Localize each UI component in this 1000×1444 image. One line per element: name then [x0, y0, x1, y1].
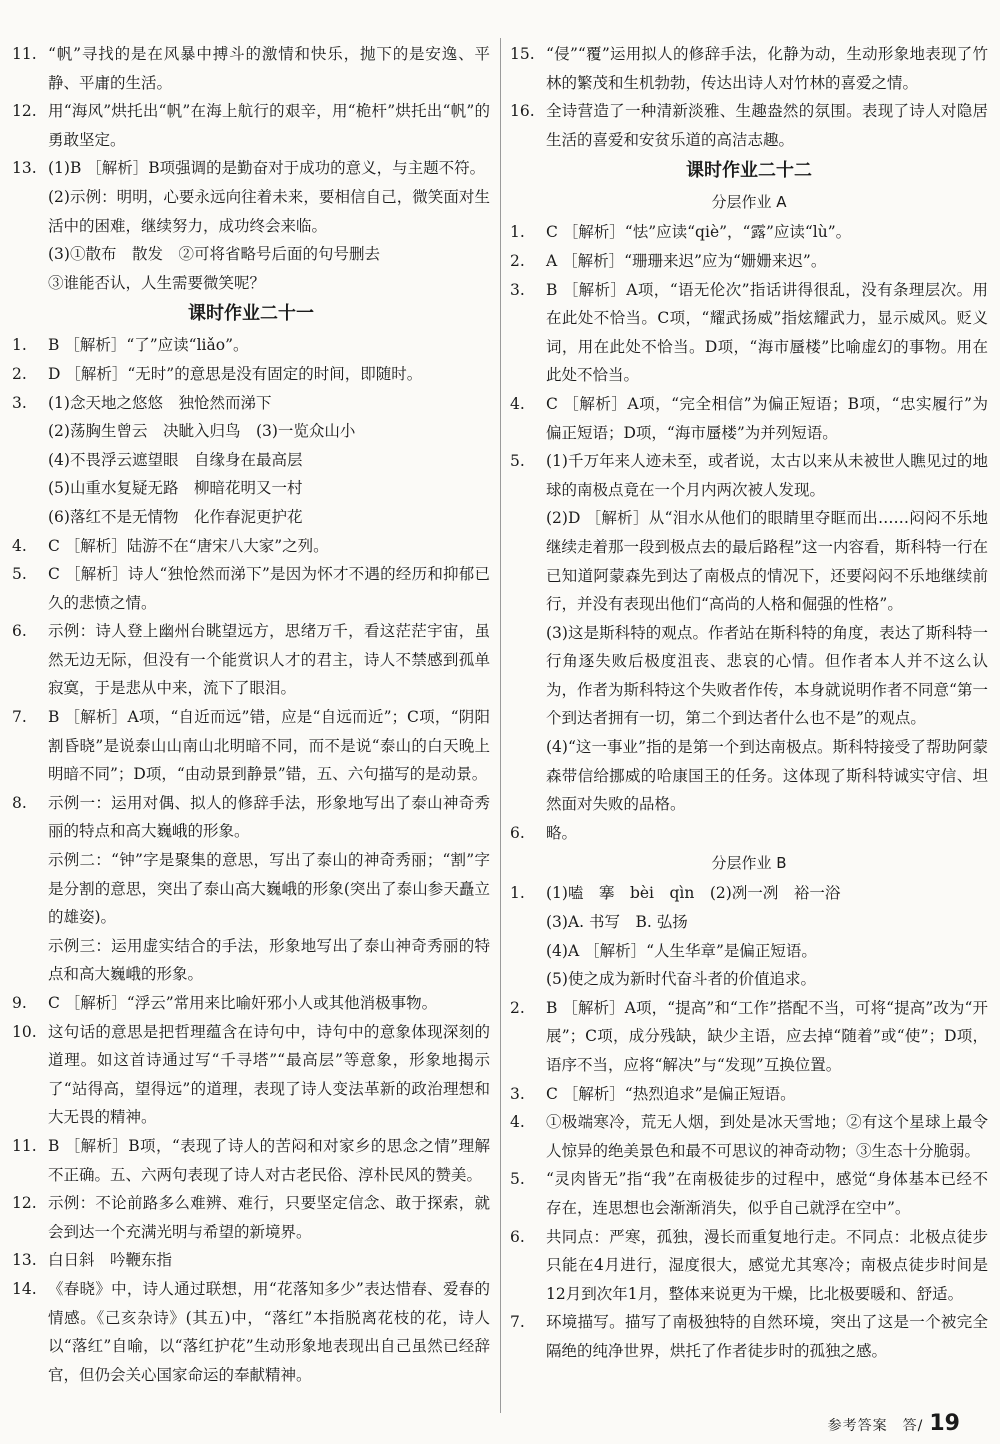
answer-item [12, 97, 490, 154]
answer-line: 示例：不论前路多么难辨、难行，只要坚定信念、敢于探索，就会到达一个充满光明与希望的新境界。 [48, 1194, 490, 1241]
left-column [12, 40, 490, 1389]
answer-line: 示例三：运用虚实结合的手法，形象地写出了泰山神奇秀丽的特点和高大巍峨的形象。 [48, 936, 490, 984]
answer-text [546, 1080, 988, 1109]
answer-number: 9. [12, 994, 27, 1012]
answer-line: A ［解析］“珊珊来迟”应为“姗姗来迟”。 [546, 251, 827, 270]
answer-item [12, 1018, 490, 1132]
answer-number: 4. [510, 1113, 525, 1132]
answer-text [48, 1189, 490, 1246]
answer-item [12, 989, 490, 1018]
answer-line: (1)嗑 搴 bèi qìn (2)冽一冽 裕一浴 [546, 884, 841, 903]
answer-line: 略。 [546, 823, 578, 842]
page-footer [828, 1411, 960, 1436]
answer-text [48, 1246, 490, 1275]
subsection-b-title: 分层作业 B [711, 854, 787, 873]
answer-text [48, 331, 490, 360]
answer-line: 示例：诗人登上幽州台眺望远方，思绪万千，看这茫茫宇宙，虽然无边无际，但没有一个能赏识人才的君主，诗人不禁感到孤单寂寞，于是悲从中来，流下了眼泪。 [48, 622, 490, 698]
answer-text [546, 447, 988, 819]
answer-line: B ［解析］A项，“提高”和“工作”搭配不当，可将“提高”改为“开展”；C项，成分残缺，缺少主语，应去掉“随着”或“使”；D项，语序不当，应将“解决”与“发现”互换位置。 [546, 998, 988, 1074]
answer-line: C ［解析］“怯”应读“qiè”，“露”应读“lù”。 [546, 223, 852, 242]
answer-number: 13. [12, 1251, 37, 1270]
left-items-b [12, 331, 490, 1389]
answer-item [12, 360, 490, 389]
answer-line: (4)A ［解析］“人生华章”是偏正短语。 [546, 941, 817, 960]
answer-line: 白日斜 吟鞭东指 [48, 1251, 173, 1270]
right-items-c [510, 879, 988, 1365]
answer-line: (2)示例：明明，心要永远向往着未来，要相信自己，微笑面对生活中的困难，继续努力，成功终会来临。 [48, 187, 490, 235]
answer-item [12, 1246, 490, 1275]
answer-line: (2)荡胸生曾云 决眦入归鸟 (3)一览众山小 [48, 422, 356, 441]
answer-text [48, 389, 490, 532]
answer-number: 1. [510, 223, 525, 242]
section-title-21: 课时作业二十一 [188, 303, 314, 325]
answer-number: 6. [12, 622, 27, 641]
answer-line: ③谁能否认，人生需要微笑呢？ [48, 273, 266, 292]
answer-line: (5)使之成为新时代奋斗者的价值追求。 [546, 970, 816, 989]
answer-line: C ［解析］“热烈追求”是偏正短语。 [546, 1084, 796, 1103]
answer-number: 1. [12, 336, 27, 355]
answer-number: 12. [12, 1194, 37, 1213]
answer-text [546, 1223, 988, 1309]
answer-line: C ［解析］诗人“独怆然而涕下”是因为怀才不遇的经历和抑郁已久的悲愤之情。 [48, 565, 490, 612]
answer-item [510, 1108, 988, 1165]
answer-item [12, 389, 490, 532]
answer-line: 示例二：“钟”字是聚集的意思，写出了泰山的神奇秀丽；“割”字是分割的意思，突出了泰山高大巍峨的形象(突出了泰山参天矗立的雄姿)。 [48, 851, 490, 927]
answer-text [546, 1165, 988, 1222]
answer-item [12, 789, 490, 989]
subsection-a-title: 分层作业 A [711, 193, 787, 212]
answer-line: (4)不畏浮云遮望眼 自缘身在最高层 [48, 450, 303, 469]
answer-text [48, 617, 490, 703]
answer-line: 《春晓》中，诗人通过联想，用“花落知多少”表达惜春、爱春的情感。《己亥杂诗》(其五)中，“落红”本指脱离花枝的花，诗人以“落红”自喻，以“落红护花”生动形象地表现出自己虽然已经辞官，但仍会关心国家命运的奉献精神。 [48, 1279, 490, 1384]
answer-text [48, 360, 490, 389]
answer-item [510, 40, 988, 97]
right-items-b [510, 218, 988, 847]
answer-text [48, 560, 490, 617]
answer-line: 环境描写。描写了南极独特的自然环境，突出了这是一个被完全隔绝的纯净世界，烘托了作者徒步时的孤独之感。 [546, 1313, 988, 1360]
answer-number: 16. [510, 102, 535, 121]
answer-item [510, 994, 988, 1080]
answer-line: 这句话的意思是把哲理蕴含在诗句中，诗句中的意象体现深刻的道理。如这首诗通过写“千寻塔”“最高层”等意象，形象地揭示了“站得高，望得远”的道理，表现了诗人变法革新的政治理想和大无畏的精神。 [48, 1022, 490, 1127]
section-title-22: 课时作业二十二 [686, 160, 812, 182]
answer-text [546, 994, 988, 1080]
answer-text [48, 789, 490, 989]
answer-item [510, 1165, 988, 1222]
answer-number: 2. [510, 998, 525, 1017]
answer-number: 8. [12, 793, 27, 812]
answer-item [510, 1223, 988, 1309]
answer-text [48, 1132, 490, 1189]
answer-line: 共同点：严寒，孤独，漫长而重复地行走。不同点：北极点徒步只能在4月进行，湿度很大，感觉尤其寒冷；南极点徒步时间是12月到次年1月，整体来说更为干燥，比北极要暖和、舒适。 [546, 1227, 988, 1303]
answer-line: (1)B ［解析］B项强调的是勤奋对于成功的意义，与主题不符。 [48, 159, 486, 178]
answer-text [546, 247, 988, 276]
answer-number: 6. [510, 823, 525, 842]
answer-text [546, 819, 988, 848]
answer-text [48, 1275, 490, 1389]
answer-text [546, 879, 988, 993]
left-items-a [12, 40, 490, 297]
answer-number: 5. [510, 452, 525, 471]
answer-item [12, 560, 490, 617]
answer-number: 3. [12, 393, 27, 412]
answer-number: 3. [510, 1084, 525, 1103]
answer-item [510, 819, 988, 848]
answer-item [12, 1189, 490, 1246]
answer-text [48, 703, 490, 789]
answer-line: (3)A. 书写 B. 弘扬 [546, 913, 688, 932]
answer-item [510, 276, 988, 390]
answer-item [510, 97, 988, 154]
answer-line: 示例一：运用对偶、拟人的修辞手法，形象地写出了泰山神奇秀丽的特点和高大巍峨的形象。 [48, 793, 490, 841]
answer-line: 用“海风”烘托出“帆”在海上航行的艰辛，用“桅杆”烘托出“帆”的勇敢坚定。 [48, 102, 490, 149]
answer-line: ①极端寒冷，荒无人烟，到处是冰天雪地；②有这个星球上最令人惊异的绝美景色和最不可思议的神奇动物；③生态十分脆弱。 [546, 1113, 988, 1160]
answer-number: 7. [12, 708, 27, 727]
answer-item [510, 390, 988, 447]
answer-line: “侵”“覆”运用拟人的修辞手法，化静为动，生动形象地表现了竹林的繁茂和生机勃勃，传达出诗人对竹林的喜爱之情。 [546, 45, 988, 92]
answer-line: (3)①散布 散发 ②可将省略号后面的句号删去 [48, 245, 380, 264]
answer-item [510, 447, 988, 819]
answer-line: (2)D ［解析］从“泪水从他们的眼睛里夺眶而出……闷闷不乐地继续走着那一段到极点去的最后路程”这一内容看，斯科特一行在已知道阿蒙森先到达了南极点的情况下，还要闷闷不乐地继续前行，并没有表现出他们“高尚的人格和倔强的性格”。 [546, 509, 988, 614]
answer-number: 6. [510, 1227, 525, 1246]
answer-text [48, 154, 490, 297]
answer-line: C ［解析］A项，“完全相信”为偏正短语；B项，“忠实履行”为偏正短语；D项，“海市蜃楼”为并列短语。 [546, 394, 988, 442]
answer-item [12, 532, 490, 561]
answer-number: 12. [12, 102, 37, 121]
answer-text [546, 97, 988, 154]
right-column [510, 40, 988, 1366]
page-number: 19 [929, 1411, 960, 1436]
answer-item [12, 331, 490, 360]
answer-line: C ［解析］陆游不在“唐宋八大家”之列。 [48, 536, 329, 555]
answer-number: 15. [510, 45, 535, 63]
answer-item [12, 40, 490, 97]
answer-item [12, 1275, 490, 1389]
answer-line: (3)这是斯科特的观点。作者站在斯科特的角度，表达了斯科特一行角逐失败后极度沮丧、悲哀的心情。但作者本人并不这么认为，作者为斯科特这个失败者作传，本身就说明作者不同意“第一个到达者拥有一切，第二个到达者什么也不是”的观点。 [546, 623, 988, 728]
answer-text [48, 97, 490, 154]
answer-number: 5. [12, 565, 27, 584]
answer-number: 14. [12, 1279, 37, 1298]
answer-number: 2. [510, 251, 525, 270]
answer-item [510, 247, 988, 276]
footer-label: 参考答案 答/ [827, 1418, 924, 1434]
answer-text [48, 532, 490, 561]
answer-text [546, 1308, 988, 1365]
answer-number: 4. [12, 536, 27, 555]
answer-number: 2. [12, 364, 27, 383]
answer-number: 4. [510, 394, 525, 413]
right-items-a [510, 40, 988, 154]
answer-item [510, 1308, 988, 1365]
answer-line: (6)落红不是无情物 化作春泥更护花 [48, 507, 303, 526]
answer-line: C ［解析］“浮云”常用来比喻奸邪小人或其他消极事物。 [48, 994, 438, 1012]
answer-line: B ［解析］B项，“表现了诗人的苦闷和对家乡的思念之情”理解不正确。五、六两句表现了诗人对古老民俗、淳朴民风的赞美。 [48, 1136, 490, 1184]
answer-line: B ［解析］“了”应读“liǎo”。 [48, 336, 249, 355]
column-divider [500, 38, 501, 1413]
answer-text [546, 218, 988, 247]
answer-number: 1. [510, 884, 525, 903]
answer-line: (5)山重水复疑无路 柳暗花明又一村 [48, 479, 303, 498]
answer-line: “帆”寻找的是在风暴中搏斗的激情和快乐，抛下的是安逸、平静、平庸的生活。 [48, 45, 490, 92]
answer-line: (4)“这一事业”指的是第一个到达南极点。斯科特接受了帮助阿蒙森带信给挪威的哈康国王的任务。这体现了斯科特诚实守信、坦然面对失败的品格。 [546, 738, 988, 814]
answer-line: 全诗营造了一种清新淡雅、生趣盎然的氛围。表现了诗人对隐居生活的喜爱和安贫乐道的高洁志趣。 [546, 102, 988, 149]
answer-text [546, 276, 988, 390]
answer-text [48, 989, 490, 1018]
answer-item [12, 617, 490, 703]
answer-line: D ［解析］“无时”的意思是没有固定的时间，即随时。 [48, 364, 423, 383]
answer-text [48, 40, 490, 97]
answer-line: “灵肉皆无”指“我”在南极徒步的过程中，感觉“身体基本已经不存在，连思想也会渐渐消失，似乎自己就浮在空中”。 [546, 1170, 988, 1217]
answer-number: 5. [510, 1170, 525, 1189]
answer-number: 7. [510, 1313, 525, 1332]
answer-number: 11. [12, 45, 37, 63]
answer-line: (1)念天地之悠悠 独怆然而涕下 [48, 393, 272, 412]
answer-number: 13. [12, 159, 37, 178]
answer-line: B ［解析］A项，“自近而远”错，应是“自远而近”；C项，“阴阳割昏晓”是说泰山山南山北明暗不同，而不是说“泰山的白天晚上明暗不同”；D项，“由动景到静景”错，五、六句描写的是动景。 [48, 708, 490, 784]
answer-text [546, 390, 988, 447]
answer-item [510, 218, 988, 247]
answer-text [546, 40, 988, 97]
answer-item [12, 703, 490, 789]
answer-text [48, 1018, 490, 1132]
answer-item [12, 1132, 490, 1189]
answer-line: (1)千万年来人迹未至，或者说，太古以来从未被世人瞧见过的地球的南极点竟在一个月内两次被人发现。 [546, 452, 988, 499]
answer-text [546, 1108, 988, 1165]
answer-number: 10. [12, 1022, 37, 1041]
answer-number: 11. [12, 1136, 37, 1155]
answer-item [510, 879, 988, 993]
answer-line: B ［解析］A项，“语无伦次”指话讲得很乱，没有条理层次。用在此处不恰当。C项，“耀武扬威”指炫耀武力，显示威风。贬义词，用在此处不恰当。D项，“海市蜃楼”比喻虚幻的事物。用在此处不恰当。 [546, 280, 988, 385]
answer-number: 3. [510, 280, 525, 299]
answer-item [12, 154, 490, 297]
answer-item [510, 1080, 988, 1109]
